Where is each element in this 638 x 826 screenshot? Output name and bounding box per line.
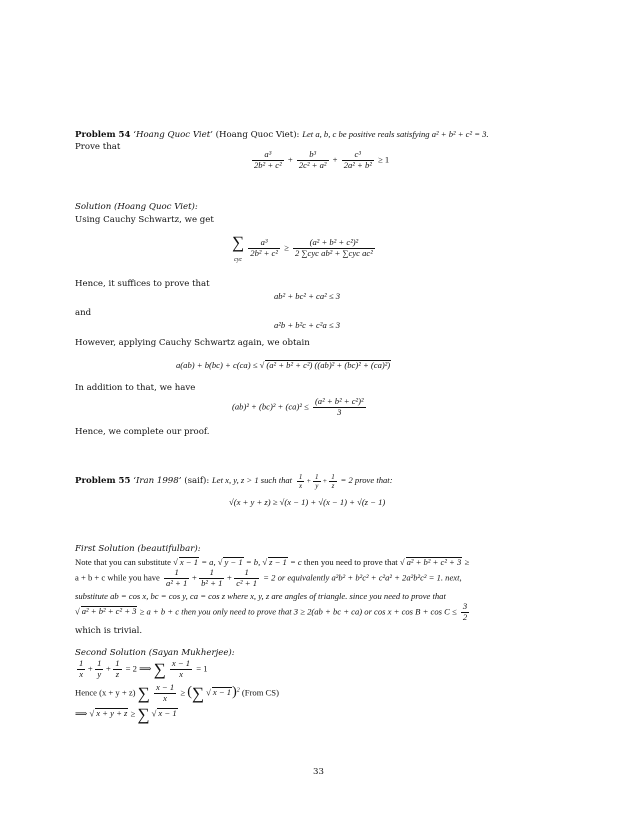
solution-54-cs2: a(ab) + b(bc) + c(ca) ≤ √ (a² + b² + c²) ((ab)² + (bc)² + (ca)²) — [176, 360, 391, 370]
solution-54-ineq3: (ab)² + (bc)² + (ca)² ≤ $\frac{\text{(a² + b² + c²)²}}{3}$ — [232, 396, 364, 417]
solution-54-ineq2: a²b + b²c + c²a ≤ 3 — [274, 320, 341, 330]
problem-55-source: ‘Iran 1998’ — [133, 476, 182, 487]
solution-54-cs-inequality: ∑ $_{cyc}$ $\frac{\text{a³}}{\text{2b² + c²}}$ ≥ $\frac{\text{(a² + b² + c²)²}}{\text{2 ∑cyc ab² + ∑cyc ac²}}$ — [232, 233, 373, 263]
solution-54-hence: Hence, it suffices to prove that — [75, 279, 210, 289]
second-solution-header: Second Solution (Sayan Mukherjee): — [75, 648, 235, 658]
second-solution-line1: $\frac{1}{x}$ + $\frac{1}{y}$ + $\frac{1}{z}$ = 2 ⟹ ∑ $\frac{x - 1}{x}$ = 1 — [79, 658, 208, 679]
problem-55-author: (saif): — [184, 476, 210, 487]
solution-54-conclusion: Hence, we complete our proof. — [75, 427, 210, 437]
problem-54-statement — [75, 130, 489, 140]
problem-54-inequality: $\frac{\text{a³}}{\text{2b² + c²}}$ + $\frac{\text{b³}}{\text{2c² + a²}}$ + $\frac{\text{c³}}{\text{2a² + b²}}$ ≥ 1 — [254, 149, 390, 170]
problem-54-author: (Hoang Quoc Viet): — [215, 130, 300, 140]
first-solution-line2: a + b + c while you have $\frac{1}{\text{a² + 1}}$ + $\frac{1}{\text{b² + 1}}$ + $\frac{1}{\text{c² + 1}}$ = 2 or equivalently a²b² + b²c² + c²a² + 2a²b²c² = 1. next, — [75, 567, 462, 588]
first-solution-line1: Note that you can substitute √ x − 1 = a, √ y − 1 = b, √ z − 1 = c then you need to prove that √ a² + b² + c² + 3 ≥ — [75, 557, 470, 567]
problem-55-statement: Problem 55 ‘Iran 1998’ (saif): Let x, y, z > 1 such that $\frac{1}{x}$ + $\frac{1}{y}$ + $\frac{1}{z}$ = 2 prove that: — [75, 473, 393, 491]
problem-54-title: Problem 54 — [75, 130, 131, 140]
problem-54-prove: Prove that — [75, 142, 121, 152]
first-solution-line4: √ a² + b² + c² + 3 ≥ a + b + c then you only need to prove that 3 ≥ 2(ab + bc + ca) or cos x + cos B + cos C ≤ $\frac{3}{2}$ — [75, 601, 468, 622]
solution-54-however: However, applying Cauchy Schwartz again, we obtain — [75, 338, 310, 348]
problem-55-main-inequality: √(x + y + z) ≥ √(x − 1) + √(x − 1) + √(z − 1) — [229, 497, 386, 507]
first-solution-header: First Solution (beautifulbar): — [75, 544, 201, 554]
solution-54-intro: Using Cauchy Schwartz, we get — [75, 215, 214, 225]
first-solution-line3: substitute ab = cos x, bc = cos y, ca = cos z where x, y, z are angles of triangle. since you need to prove that — [75, 591, 446, 601]
solution-54-header: Solution (Hoang Quoc Viet): — [75, 202, 198, 212]
problem-54-source: ‘Hoang Quoc Viet’ — [133, 130, 213, 140]
second-solution-line2: Hence (x + y + z) ∑ $\frac{x - 1}{x}$ ≥ (∑ √ x − 1)$^2$ (From CS) — [75, 682, 279, 703]
solution-54-and: and — [75, 308, 92, 318]
page-number: 33 — [313, 767, 324, 777]
solution-54-ineq1: ab² + bc² + ca² ≤ 3 — [274, 291, 341, 301]
first-solution-line5: which is trivial. — [75, 626, 143, 636]
problem-54-condition: Let a, b, c be positive reals satisfying a² + b² + c² = 3. — [302, 129, 489, 139]
problem-55-title: Problem 55 — [75, 476, 131, 487]
solution-54-addition: In addition to that, we have — [75, 383, 196, 393]
second-solution-line3: ⟹ √ x + y + z ≥ ∑ √ x − 1 — [75, 705, 177, 724]
